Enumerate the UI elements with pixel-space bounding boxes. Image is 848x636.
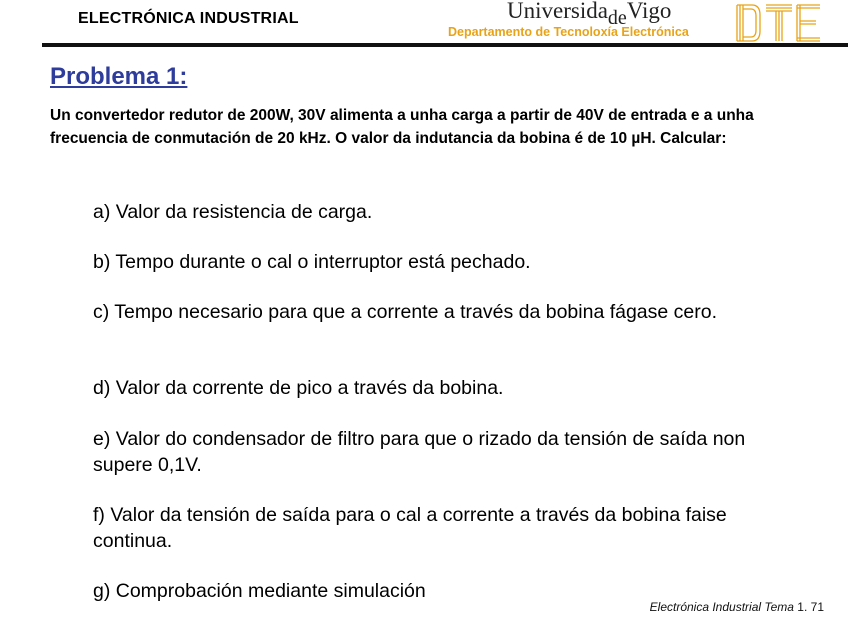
problem-title: Problema 1: (50, 63, 188, 90)
university-name-end: Vigo (626, 0, 672, 23)
question-a: a) Valor da resistencia de carga. (93, 201, 373, 223)
question-c: c) Tempo necesario para que a corrente a través da bobina fágase cero. (93, 301, 718, 323)
footer-page-number: 1. 71 (797, 600, 824, 614)
department-name: Departamento de Tecnoloxía Electrónica (448, 25, 689, 39)
university-name-main: Universida (507, 0, 608, 23)
question-f: f) Valor da tensión de saída para o cal a corrente a través da bobina faise continua. (93, 504, 727, 552)
footer-course: Electrónica Industrial Tema (649, 600, 794, 614)
header-title: ELECTRÓNICA INDUSTRIAL (78, 10, 299, 27)
header-divider (42, 43, 848, 47)
question-e: e) Valor do condensador de filtro para que o rizado da tensión de saída non supere 0,1V. (93, 428, 746, 476)
question-b: b) Tempo durante o cal o interruptor está pechado. (93, 251, 531, 273)
question-d: d) Valor da corrente de pico a través da bobina. (93, 377, 504, 399)
university-name (507, 0, 672, 29)
dte-logo-text: DTE (779, 28, 781, 29)
slide-footer (650, 600, 824, 614)
university-name-sub: de (607, 7, 627, 29)
dte-logo (734, 3, 824, 43)
problem-statement: Un convertedor redutor de 200W, 30V alimenta a unha carga a partir de 40V de entrada e a unha frecuencia de conmutación de 20 kHz. O valor da indutancia da bobina é de 10 µH. Calcular: (50, 107, 754, 147)
question-g: g) Comprobación mediante simulación (93, 580, 426, 602)
